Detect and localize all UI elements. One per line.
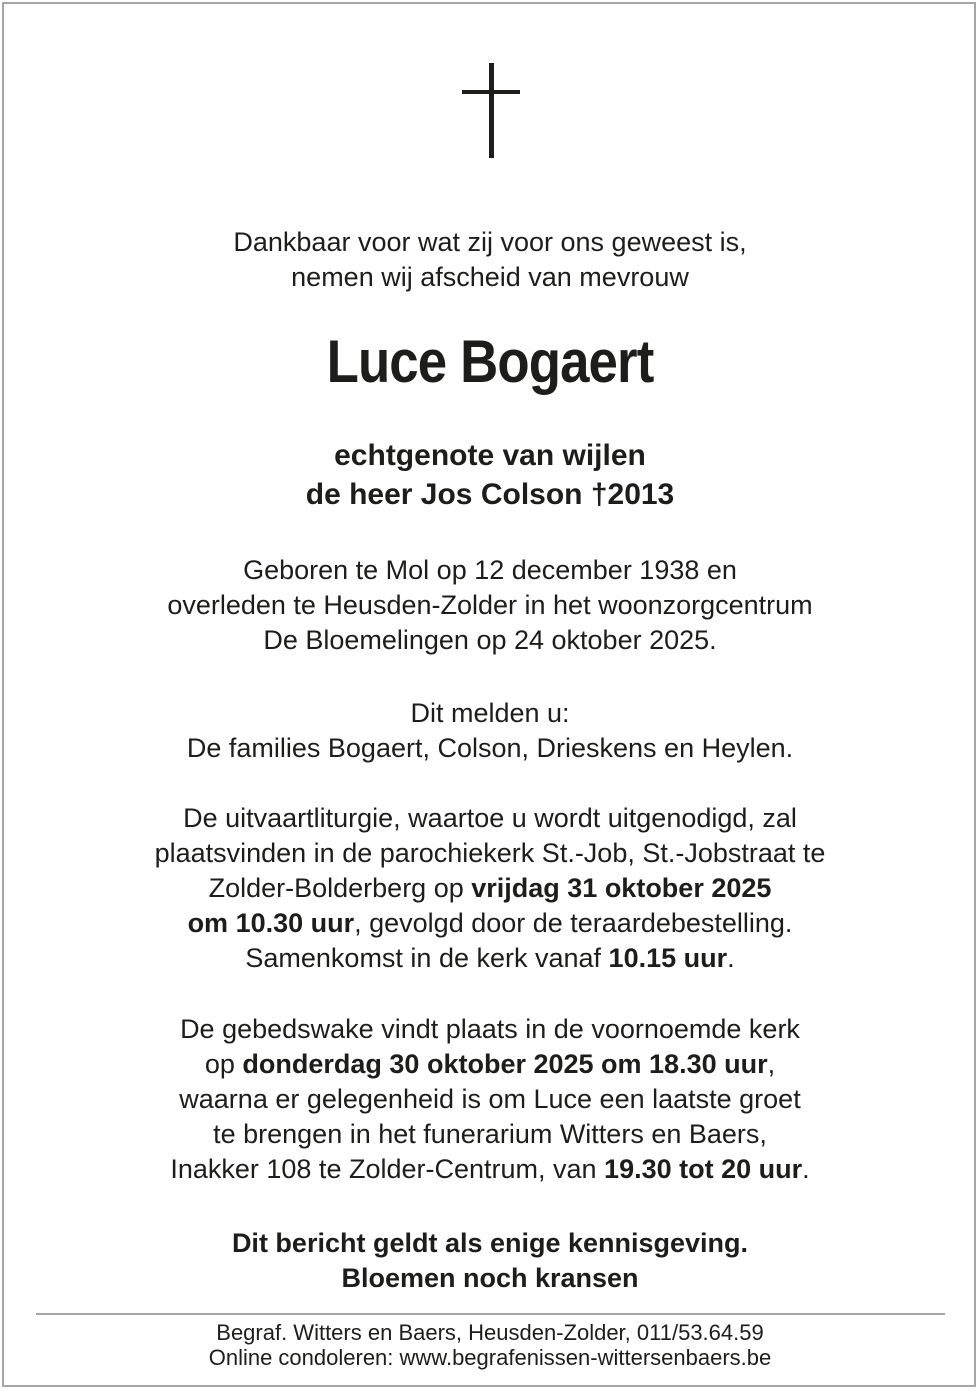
footer-divider [36,1313,945,1315]
birth-death-line-3: De Bloemelingen op 24 oktober 2025. [263,625,717,655]
funeral-date: vrijdag 31 oktober 2025 [471,873,772,903]
spouse-text [0,436,980,514]
announcers-text [0,696,980,766]
funeral-line-1: De uitvaartliturgie, waartoe u wordt uitgenodigd, zal [183,803,797,833]
footer [0,1320,980,1370]
funeral-line-5: Samenkomst in de kerk vanaf 10.15 uur. [245,943,735,973]
birth-death-text [0,553,980,658]
vigil-line-1: De gebedswake vindt plaats in de voornoemde kerk [180,1014,800,1044]
vigil-datetime: donderdag 30 oktober 2025 om 18.30 uur [242,1049,768,1079]
funeral-line-3: Zolder-Bolderberg op vrijdag 31 oktober 2025 [208,873,772,903]
funeral-line-2: plaatsvinden in de parochiekerk St.-Job, St.-Jobstraat te [154,838,826,868]
notice-line-1: Dit bericht geldt als enige kennisgeving. [231,1228,749,1258]
vigil-line-3: waarna er gelegenheid is om Luce een laatste groet [179,1084,801,1114]
footer-line-2: Online condoleren: www.begrafenissen-wittersenbaers.be [208,1345,772,1370]
funeral-text [0,801,980,976]
intro-line-2: nemen wij afscheid van mevrouw [291,262,689,292]
gathering-time: 10.15 uur [608,943,728,973]
birth-death-line-2: overleden te Heusden-Zolder in het woonzorgcentrum [167,590,813,620]
vigil-text [0,1012,980,1187]
footer-line-1: Begraf. Witters en Baers, Heusden-Zolder, 011/53.64.59 [216,1320,764,1345]
visitation-time: 19.30 tot 20 uur [604,1154,803,1184]
notice-line-2: Bloemen noch kransen [341,1263,639,1293]
spouse-line-2: de heer Jos Colson †2013 [305,478,675,511]
announcers-line-2: De families Bogaert, Colson, Drieskens en Heylen. [186,733,794,763]
vigil-line-4: te brengen in het funerarium Witters en Baers, [213,1119,767,1149]
notice-text [0,1226,980,1296]
deceased-name: Luce Bogaert [326,328,654,395]
announcers-line-1: Dit melden u: [410,698,570,728]
spouse-line-1: echtgenote van wijlen [334,439,646,472]
intro-line-1: Dankbaar voor wat zij voor ons geweest is, [233,227,747,257]
vigil-line-5: Inakker 108 te Zolder-Centrum, van 19.30 tot 20 uur. [170,1154,810,1184]
birth-death-line-1: Geboren te Mol op 12 december 1938 en [243,555,737,585]
funeral-line-4: om 10.30 uur, gevolgd door de teraardebestelling. [187,908,793,938]
vigil-line-2: op donderdag 30 oktober 2025 om 18.30 uur, [204,1049,776,1079]
funeral-time: om 10.30 uur [187,908,355,938]
intro-text [0,225,980,295]
cross-icon [462,63,520,158]
